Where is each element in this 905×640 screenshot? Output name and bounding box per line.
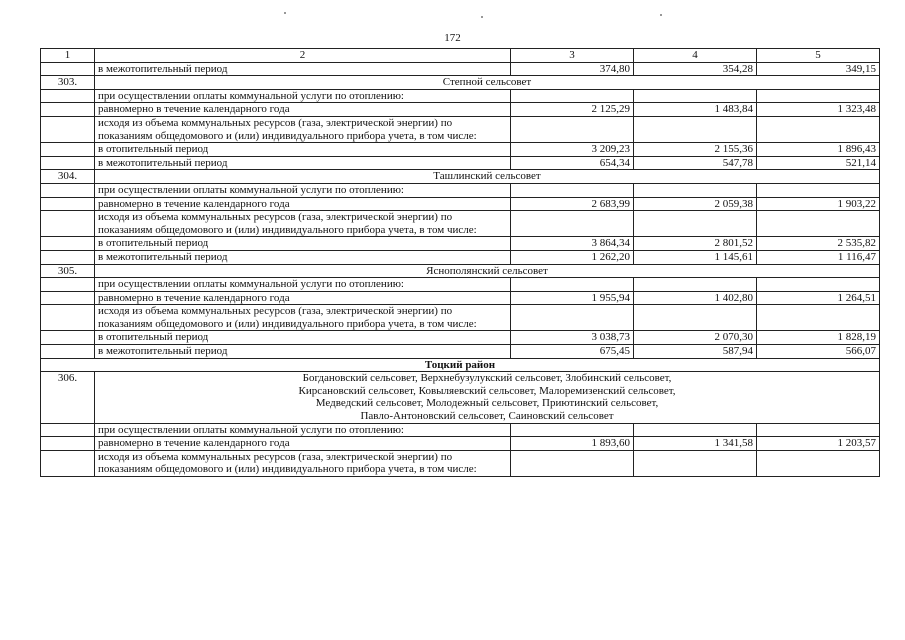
row-number-cell [41,250,95,264]
section-row [41,372,880,423]
section-number: 304. [41,170,95,184]
value-cell-col4 [634,183,757,197]
row-number-cell [41,103,95,117]
value-cell-col5: 1 323,48 [757,103,880,117]
section-title: Яснополянский сельсовет [95,264,880,278]
value-cell-col3: 1 955,94 [511,291,634,305]
value-cell-col4 [634,305,757,331]
value-cell-col5: 1 903,22 [757,197,880,211]
row-label-cell: в отопительный период [95,237,511,251]
value-cell-col5 [757,278,880,292]
row-number-cell [41,211,95,237]
header-cell-4: 4 [634,49,757,63]
header-cell-3: 3 [511,49,634,63]
value-cell-col3: 1 893,60 [511,437,634,451]
section-row [41,264,880,278]
row-number-cell [41,183,95,197]
row-label-cell: в межотопительный период [95,250,511,264]
value-cell-col5 [757,450,880,476]
table-row [41,278,880,292]
value-cell-col4: 1 402,80 [634,291,757,305]
row-number-cell [41,345,95,359]
table-row [41,291,880,305]
table-row [41,250,880,264]
row-label-cell: исходя из объема коммунальных ресурсов (газа, электрической энергии) по показаниям общедомового и (или) индивидуального прибора учета, в том числе: [95,116,511,142]
value-cell-col4: 2 155,36 [634,143,757,157]
table-row [41,156,880,170]
district-row [41,358,880,372]
district-title: Тоцкий район [41,358,880,372]
table-row [41,423,880,437]
row-label-cell: равномерно в течение календарного года [95,197,511,211]
value-cell-col5 [757,423,880,437]
table-row [41,62,880,76]
value-cell-col5: 566,07 [757,345,880,359]
table-row [41,305,880,331]
page-number: 172 [444,32,461,44]
row-number-cell [41,62,95,76]
row-number-cell [41,89,95,103]
row-label-cell: в межотопительный период [95,62,511,76]
value-cell-col3: 374,80 [511,62,634,76]
value-cell-col3 [511,116,634,142]
value-cell-col3: 3 864,34 [511,237,634,251]
row-number-cell [41,437,95,451]
value-cell-col4 [634,89,757,103]
row-label-cell: исходя из объема коммунальных ресурсов (газа, электрической энергии) по показаниям общедомового и (или) индивидуального прибора учета, в том числе: [95,211,511,237]
row-label-cell: равномерно в течение календарного года [95,291,511,305]
table-row [41,331,880,345]
header-cell-2: 2 [95,49,511,63]
scan-speck [660,14,662,16]
row-number-cell [41,305,95,331]
value-cell-col3 [511,305,634,331]
value-cell-col3: 675,45 [511,345,634,359]
section-title: Ташлинский сельсовет [95,170,880,184]
row-number-cell [41,237,95,251]
section-row [41,76,880,90]
row-label-cell: исходя из объема коммунальных ресурсов (газа, электрической энергии) по показаниям общедомового и (или) индивидуального прибора учета, в том числе: [95,450,511,476]
tariff-table [40,48,880,477]
row-label-cell: равномерно в течение календарного года [95,103,511,117]
section-title: Степной сельсовет [95,76,880,90]
value-cell-col3 [511,183,634,197]
value-cell-col5: 349,15 [757,62,880,76]
value-cell-col5 [757,211,880,237]
value-cell-col3 [511,278,634,292]
value-cell-col4 [634,211,757,237]
value-cell-col4 [634,116,757,142]
row-number-cell [41,450,95,476]
value-cell-col3: 2 125,29 [511,103,634,117]
value-cell-col5 [757,183,880,197]
value-cell-col5: 521,14 [757,156,880,170]
table-row [41,116,880,142]
table-row [41,89,880,103]
section-title-line: Павло-Антоновский сельсовет, Саиновский сельсовет [360,410,614,423]
section-number: 303. [41,76,95,90]
section-title-line: Богдановский сельсовет, Верхнебузулукский сельсовет, Злобинский сельсовет, [302,372,672,385]
value-cell-col4: 547,78 [634,156,757,170]
section-row [41,170,880,184]
section-title-line: Медведский сельсовет, Молодежный сельсовет, Приютинский сельсовет, [315,397,659,410]
row-label-cell: в отопительный период [95,143,511,157]
value-cell-col4 [634,278,757,292]
section-number: 305. [41,264,95,278]
value-cell-col4: 2 801,52 [634,237,757,251]
table-row [41,237,880,251]
row-label-cell: равномерно в течение календарного года [95,437,511,451]
table-row [41,103,880,117]
value-cell-col5 [757,116,880,142]
value-cell-col5 [757,89,880,103]
value-cell-col4: 1 341,58 [634,437,757,451]
row-number-cell [41,423,95,437]
value-cell-col3 [511,450,634,476]
value-cell-col4: 1 483,84 [634,103,757,117]
row-number-cell [41,331,95,345]
row-label-cell: при осуществлении оплаты коммунальной услуги по отоплению: [95,183,511,197]
table-body [41,49,880,477]
value-cell-col4 [634,450,757,476]
row-number-cell [41,143,95,157]
value-cell-col5: 1 828,19 [757,331,880,345]
header-cell-5: 5 [757,49,880,63]
value-cell-col4: 354,28 [634,62,757,76]
section-number: 306. [41,372,95,423]
section-title [95,372,880,423]
table-row [41,197,880,211]
value-cell-col3: 3 209,23 [511,143,634,157]
value-cell-col4: 2 070,30 [634,331,757,345]
value-cell-col4 [634,423,757,437]
row-label-cell: в межотопительный период [95,345,511,359]
value-cell-col3: 654,34 [511,156,634,170]
row-number-cell [41,291,95,305]
value-cell-col5 [757,305,880,331]
row-number-cell [41,116,95,142]
value-cell-col3 [511,211,634,237]
value-cell-col3: 2 683,99 [511,197,634,211]
section-title-line: Кирсановский сельсовет, Ковыляевский сельсовет, Малоремизенский сельсовет, [298,384,676,397]
row-number-cell [41,156,95,170]
table-row [41,345,880,359]
table-row [41,143,880,157]
value-cell-col4: 587,94 [634,345,757,359]
value-cell-col5: 1 203,57 [757,437,880,451]
value-cell-col4: 2 059,38 [634,197,757,211]
value-cell-col3: 3 038,73 [511,331,634,345]
table-row [41,437,880,451]
scan-speck [481,16,483,18]
value-cell-col5: 1 116,47 [757,250,880,264]
value-cell-col3: 1 262,20 [511,250,634,264]
row-label-cell: при осуществлении оплаты коммунальной услуги по отоплению: [95,89,511,103]
value-cell-col5: 1 264,51 [757,291,880,305]
value-cell-col5: 2 535,82 [757,237,880,251]
table-row [41,211,880,237]
value-cell-col3 [511,89,634,103]
header-row [41,49,880,63]
value-cell-col3 [511,423,634,437]
value-cell-col4: 1 145,61 [634,250,757,264]
row-number-cell [41,197,95,211]
row-label-cell: в межотопительный период [95,156,511,170]
row-number-cell [41,278,95,292]
scan-speck [284,12,286,14]
row-label-cell: в отопительный период [95,331,511,345]
row-label-cell: исходя из объема коммунальных ресурсов (газа, электрической энергии) по показаниям общедомового и (или) индивидуального прибора учета, в том числе: [95,305,511,331]
row-label-cell: при осуществлении оплаты коммунальной услуги по отоплению: [95,278,511,292]
value-cell-col5: 1 896,43 [757,143,880,157]
table-row [41,183,880,197]
table-row [41,450,880,476]
header-cell-1: 1 [41,49,95,63]
row-label-cell: при осуществлении оплаты коммунальной услуги по отоплению: [95,423,511,437]
